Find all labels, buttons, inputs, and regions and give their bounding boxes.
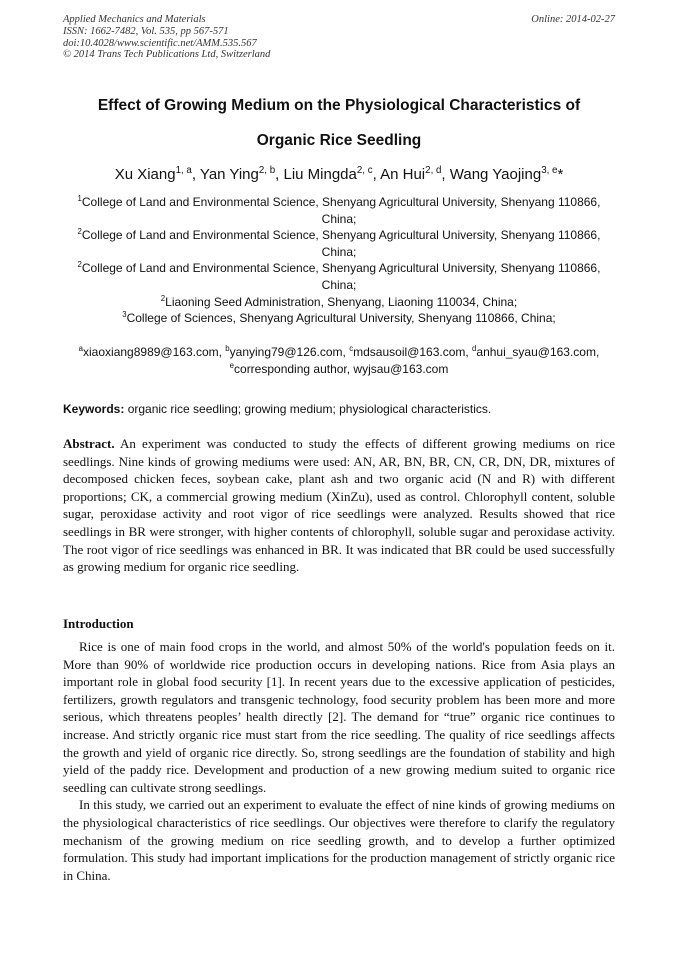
issn-line: ISSN: 1662-7482, Vol. 535, pp 567-571	[63, 25, 229, 37]
email-link[interactable]: xiaoxiang8989@163.com,	[83, 345, 226, 359]
author-name: Yan Ying	[199, 166, 259, 183]
email-sup: c	[349, 344, 354, 353]
author-name: Liu Mingda	[283, 166, 357, 183]
affiliation	[63, 227, 615, 260]
doi-line: doi:10.4028/www.scientific.net/AMM.535.567	[63, 37, 257, 49]
paragraph: In this study, we carried out an experiment to evaluate the effect of nine kinds of growing mediums on the physiological characteristics of rice seedlings. Our objectives were therefore to clarify the regulatory mechanism of the growing medium on rice seedling growth, and to develop a further optimized formulation. This study had important implications for the production management of strictly organic rice in China.	[63, 797, 615, 883]
author-name: Xu Xiang	[114, 166, 176, 183]
author-sup: 2, c	[356, 165, 373, 176]
affiliation-sup: 1	[77, 194, 82, 203]
email-sup: d	[472, 344, 477, 353]
author-sup: 3, e	[541, 165, 558, 176]
affiliation-text: College of Sciences, Shenyang Agricultural University, Shenyang 110866, China;	[126, 311, 556, 326]
introduction-body	[63, 638, 615, 884]
author-sup: 2, b	[258, 165, 276, 176]
corresponding-line	[63, 361, 615, 378]
affiliation-sup: 2	[77, 260, 82, 270]
author-sup: 1, a	[175, 165, 192, 176]
paragraph: Rice is one of main food crops in the world, and almost 50% of the world's population feeds on it. More than 90% of worldwide rice production occurs in developing nations. Rice from Asia plays an important role in global food security [1]. In recent years due to the excessive application of pesticides, fertilizers, growth regulators and transgenic technology, food security problem has been more and more serious, which threatens peoples’ health directly [2]. The demand for “true” organic rice continues to increase. And strictly organic rice must start from the rice seedling. The quality of rice seedlings affects the growth and yield of organic rice directly. So, strong seedlings are the foundation of stability and high yield of the paddy rice. Development and production of a new growing medium suited to organic rice seedling can cultivate strong seedlings.	[63, 639, 615, 795]
affiliation	[63, 260, 615, 293]
journal-header	[63, 14, 615, 61]
author-separator: ,	[191, 166, 200, 183]
title-line-1: Effect of Growing Medium on the Physiological Characteristics of	[97, 97, 581, 114]
email-link[interactable]: anhui_syau@163.com,	[476, 345, 600, 359]
author-separator: *	[557, 166, 564, 183]
affiliation-text: Liaoning Seed Administration, Shenyang, Liaoning 110034, China;	[165, 294, 518, 309]
keywords-label: Keywords:	[63, 402, 125, 416]
affiliation-sup: 2	[77, 227, 82, 237]
copyright-line: © 2014 Trans Tech Publications Ltd, Switzerland	[63, 49, 271, 61]
email-sup: e	[229, 360, 235, 370]
email-link[interactable]: yanying79@126.com,	[229, 345, 350, 359]
online-date: Online: 2014-02-27	[531, 14, 615, 25]
abstract-text: An experiment was conducted to study the effects of different growing mediums on rice seedlings. Nine kinds of growing mediums were used: AN, AR, BN, BR, CN, CR, DN, DR, mixtures of decomposed chicken feces, soybean cake, plant ash and two organic acid (N and R) with different proportions; CK, a commercial growing medium (XinZu), used as control. Chlorophyll content, soluble sugar, peroxidase activity and root vigor of rice seedlings were analyzed. Results showed that rice seedlings in BR were stronger, with higher contents of chlorophyll, soluble sugar and peroxidase activity. The root vigor of rice seedlings was enhanced in BR. It was indicated that BR could be used successfully as growing medium for organic rice seedling.	[63, 436, 615, 575]
corresponding-email[interactable]: corresponding author, wyjsau@163.com	[234, 361, 449, 376]
author-sup: 2, d	[425, 165, 442, 176]
title-line-2: Organic Rice Seedling	[256, 132, 422, 149]
affiliation-text: College of Land and Environmental Science, Shenyang Agricultural University, Shenyang 110866, China;	[81, 228, 601, 259]
affiliation	[63, 194, 615, 227]
email-sup: b	[225, 344, 230, 353]
paper-title	[40, 88, 638, 158]
affiliation	[63, 294, 615, 311]
keywords-text: organic rice seedling; growing medium; physiological characteristics.	[124, 402, 492, 416]
author-name: Wang Yaojing	[449, 166, 542, 183]
author-separator: ,	[372, 166, 381, 183]
introduction-heading: Introduction	[63, 616, 134, 631]
author-list	[40, 165, 638, 185]
keywords	[63, 401, 615, 417]
abstract-label: Abstract.	[63, 436, 115, 451]
affiliation-list	[63, 194, 615, 327]
author-name: An Hui	[380, 166, 426, 183]
email-link[interactable]: mdsausoil@163.com,	[353, 345, 473, 359]
email-sup: a	[78, 344, 84, 353]
affiliation-sup: 2	[160, 293, 166, 303]
affiliation	[63, 310, 615, 327]
affiliation-sup: 3	[122, 310, 127, 320]
author-separator: ,	[441, 166, 450, 183]
affiliation-text: College of Land and Environmental Science, Shenyang Agricultural University, Shenyang 110866, China;	[81, 195, 601, 226]
abstract	[63, 435, 615, 576]
email-line	[63, 344, 615, 361]
journal-name: Applied Mechanics and Materials	[63, 14, 206, 25]
affiliation-text: College of Land and Environmental Science, Shenyang Agricultural University, Shenyang 110866, China;	[81, 261, 601, 292]
author-separator: ,	[275, 166, 284, 183]
email-list	[63, 344, 615, 377]
